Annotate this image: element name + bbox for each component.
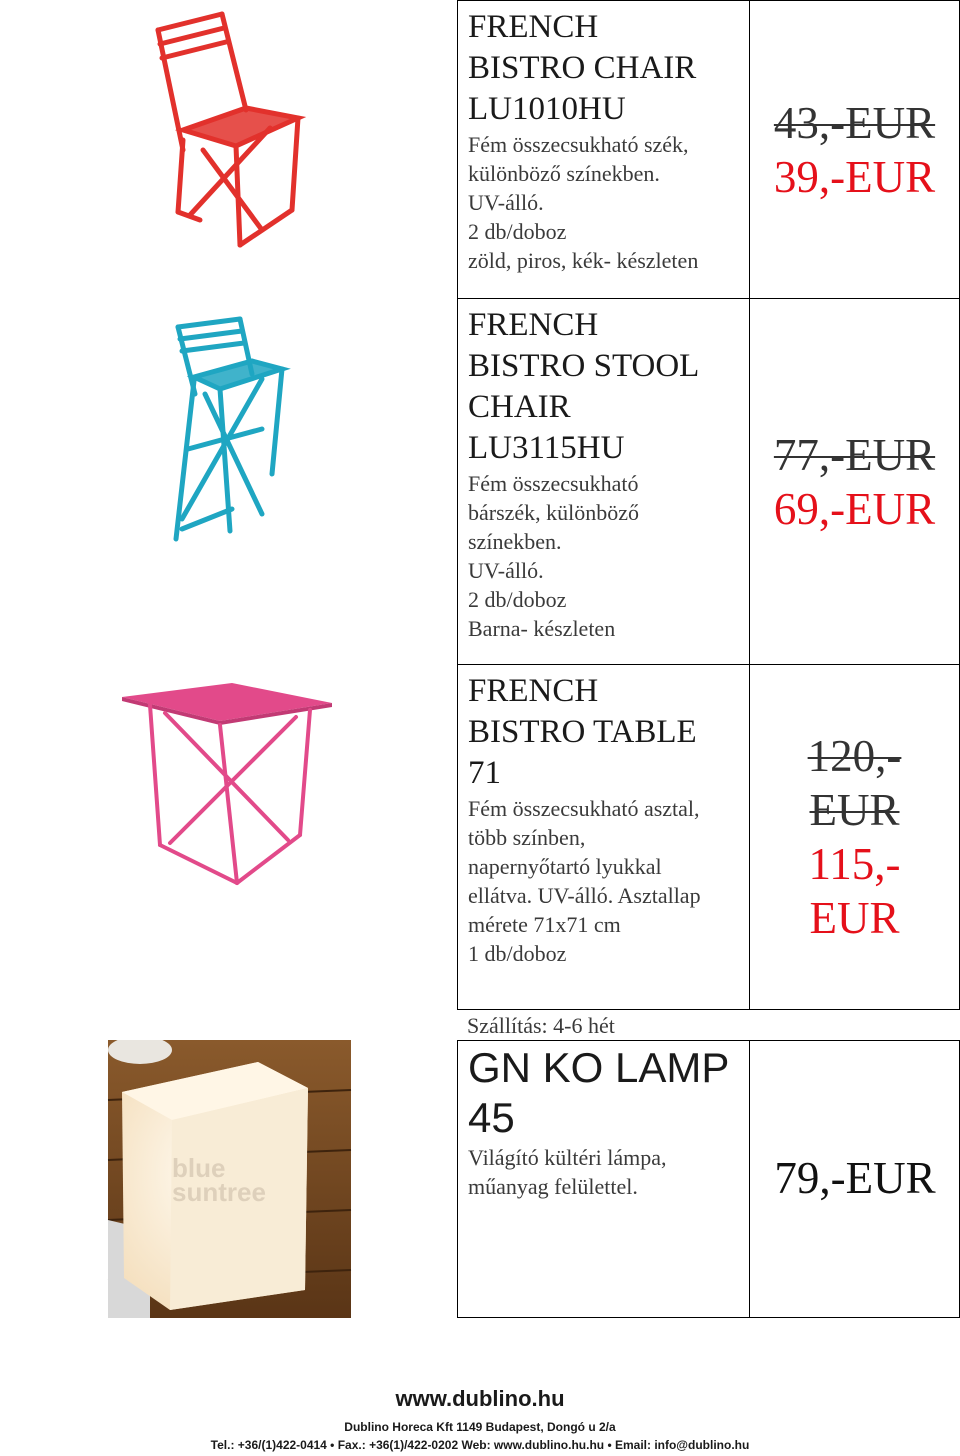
product-title: FRENCH <box>468 673 599 709</box>
watermark-line: suntree <box>172 1177 266 1207</box>
product-desc-line: Fém összecsukható <box>468 471 639 496</box>
product-row-lamp-image <box>0 1040 457 1318</box>
product-desc-line: 2 db/doboz <box>468 587 567 612</box>
product-desc-line: zöld, piros, kék- készleten <box>468 248 699 273</box>
old-price: EUR <box>809 785 900 835</box>
product-row-chair-image <box>0 0 457 299</box>
product-desc-line: napernyőtartó lyukkal <box>468 854 662 879</box>
new-price: EUR <box>809 893 900 943</box>
product-title: 45 <box>468 1094 515 1141</box>
product-title: FRENCH <box>468 307 599 343</box>
footer-contact: Tel.: +36/(1)422-0414 • Fax.: +36(1)/422-0202 Web: www.dublino.hu.hu • Email: info@dublino.hu <box>210 1438 750 1452</box>
product-desc-line: műanyag felülettel. <box>468 1174 638 1199</box>
red-folding-chair-icon <box>0 0 457 299</box>
product-row-table-image <box>0 665 457 1010</box>
product-description-chair <box>457 0 750 299</box>
product-title: LU1010HU <box>468 91 626 127</box>
product-desc-line: 1 db/doboz <box>468 941 567 966</box>
product-desc-line: Fém összecsukható szék, <box>468 132 689 157</box>
pink-folding-table-icon <box>0 665 457 1010</box>
shipping-note: Szállítás: 4-6 hét <box>467 1013 615 1038</box>
new-price: 39,-EUR <box>773 151 936 202</box>
old-price: 43,-EUR <box>773 97 936 148</box>
product-desc-line: Világító kültéri lámpa, <box>468 1145 667 1170</box>
product-desc-line: 2 db/doboz <box>468 219 567 244</box>
watermark-line: blue <box>172 1153 226 1183</box>
product-desc-line: Fém összecsukható asztal, <box>468 796 700 821</box>
price: 79,-EUR <box>774 1153 936 1203</box>
footer-website[interactable]: www.dublino.hu <box>395 1386 565 1411</box>
product-price-table <box>750 665 960 1010</box>
new-price: 115,- <box>808 839 901 889</box>
product-title: BISTRO CHAIR <box>468 50 697 86</box>
product-price-stool <box>750 299 960 665</box>
product-desc-line: különböző színekben. <box>468 161 660 186</box>
product-desc-line: Barna- készleten <box>468 616 616 641</box>
product-title: BISTRO TABLE <box>468 714 697 750</box>
old-price: 77,-EUR <box>773 429 936 480</box>
blue-bar-stool-icon <box>0 299 457 665</box>
product-desc-line: színekben. <box>468 529 562 554</box>
product-title: FRENCH <box>468 9 599 45</box>
product-desc-line: bárszék, különböző <box>468 500 640 525</box>
product-desc-line: ellátva. UV-álló. Asztallap <box>468 883 701 908</box>
product-title: GN KO LAMP <box>468 1044 730 1091</box>
product-price-lamp <box>750 1040 960 1318</box>
product-title: 71 <box>468 755 501 791</box>
new-price: 69,-EUR <box>773 483 936 534</box>
product-title: BISTRO STOOL <box>468 348 700 384</box>
product-desc-line: több színben, <box>468 825 586 850</box>
product-desc-line: UV-álló. <box>468 190 544 215</box>
old-price: 120,- <box>807 731 902 781</box>
product-desc-line: mérete 71x71 cm <box>468 912 621 937</box>
footer-company: Dublino Horeca Kft 1149 Budapest, Dongó u 2/a <box>344 1420 616 1434</box>
product-title: LU3115HU <box>468 430 625 466</box>
product-description-stool <box>457 299 750 665</box>
product-price-chair <box>750 0 960 299</box>
product-description-table <box>457 665 750 1010</box>
product-title: CHAIR <box>468 389 571 425</box>
product-row-stool-image <box>0 299 457 665</box>
product-description-lamp <box>457 1040 750 1318</box>
product-desc-line: UV-álló. <box>468 558 544 583</box>
